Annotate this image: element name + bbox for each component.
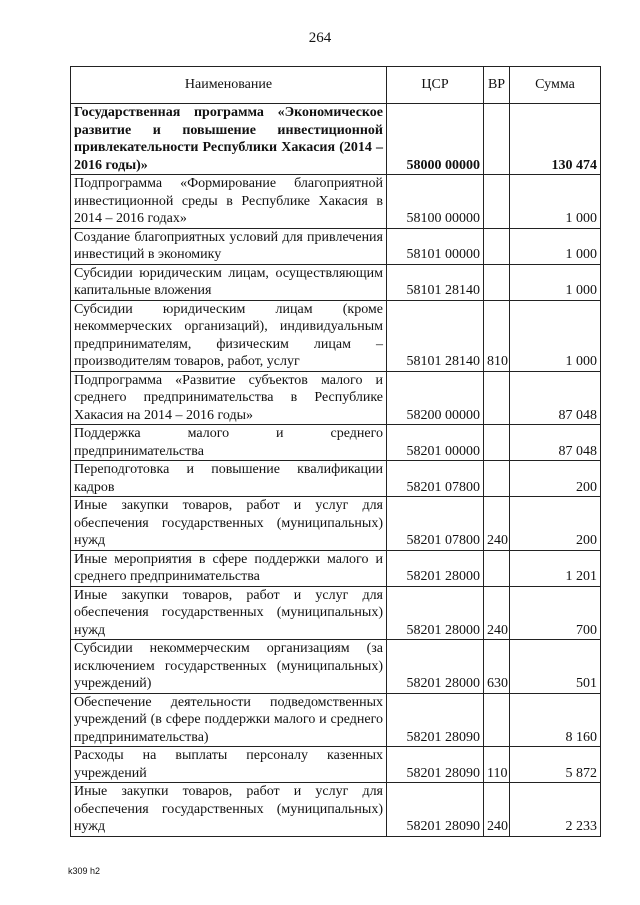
cell-csr: 58101 28140 xyxy=(387,264,484,300)
footer-code: k309 h2 xyxy=(68,866,101,876)
cell-sum: 8 160 xyxy=(510,693,601,747)
cell-csr: 58201 28090 xyxy=(387,783,484,837)
cell-sum: 2 233 xyxy=(510,783,601,837)
table-row xyxy=(71,425,601,461)
table-row xyxy=(71,264,601,300)
cell-csr: 58201 28000 xyxy=(387,586,484,640)
cell-csr: 58201 00000 xyxy=(387,425,484,461)
cell-csr: 58101 00000 xyxy=(387,228,484,264)
cell-vr xyxy=(484,693,510,747)
cell-csr: 58201 28000 xyxy=(387,550,484,586)
table-row xyxy=(71,747,601,783)
cell-vr xyxy=(484,371,510,425)
cell-sum: 501 xyxy=(510,640,601,694)
cell-vr xyxy=(484,550,510,586)
table-row xyxy=(71,371,601,425)
cell-vr xyxy=(484,425,510,461)
cell-csr: 58101 28140 xyxy=(387,300,484,371)
table-row xyxy=(71,175,601,229)
cell-name: Поддержка малого и среднего предпринимательства xyxy=(71,425,387,461)
table-row xyxy=(71,693,601,747)
table-row xyxy=(71,550,601,586)
header-vr: ВР xyxy=(484,67,510,104)
cell-sum: 200 xyxy=(510,497,601,551)
cell-vr xyxy=(484,264,510,300)
cell-name: Подпрограмма «Формирование благоприятной инвестиционной среды в Республике Хакасия в 2014 – 2016 годах» xyxy=(71,175,387,229)
cell-csr: 58201 28090 xyxy=(387,693,484,747)
cell-name: Иные закупки товаров, работ и услуг для обеспечения государственных (муниципальных) нужд xyxy=(71,783,387,837)
cell-sum: 1 000 xyxy=(510,175,601,229)
header-sum: Сумма xyxy=(510,67,601,104)
table-row xyxy=(71,640,601,694)
cell-name: Подпрограмма «Развитие субъектов малого и среднего предпринимательства в Республике Хакасия на 2014 – 2016 годы» xyxy=(71,371,387,425)
cell-name: Субсидии юридическим лицам (кроме некоммерческих организаций), индивидуальным предпринимателям, физическим лицам – производителям товаров, работ, услуг xyxy=(71,300,387,371)
cell-sum: 700 xyxy=(510,586,601,640)
cell-vr xyxy=(484,175,510,229)
table-row xyxy=(71,586,601,640)
cell-vr: 240 xyxy=(484,586,510,640)
cell-sum: 5 872 xyxy=(510,747,601,783)
table-row xyxy=(71,497,601,551)
cell-sum: 1 201 xyxy=(510,550,601,586)
cell-name: Иные мероприятия в сфере поддержки малого и среднего предпринимательства xyxy=(71,550,387,586)
cell-csr: 58201 07800 xyxy=(387,497,484,551)
table-row xyxy=(71,228,601,264)
cell-vr: 240 xyxy=(484,497,510,551)
table-row xyxy=(71,300,601,371)
cell-name: Создание благоприятных условий для привлечения инвестиций в экономику xyxy=(71,228,387,264)
cell-sum: 87 048 xyxy=(510,425,601,461)
cell-vr xyxy=(484,228,510,264)
cell-name: Переподготовка и повышение квалификации кадров xyxy=(71,461,387,497)
table-row xyxy=(71,461,601,497)
cell-vr xyxy=(484,461,510,497)
cell-csr: 58200 00000 xyxy=(387,371,484,425)
cell-vr: 630 xyxy=(484,640,510,694)
cell-vr: 810 xyxy=(484,300,510,371)
cell-csr: 58201 28000 xyxy=(387,640,484,694)
cell-csr: 58000 00000 xyxy=(387,104,484,175)
cell-sum: 1 000 xyxy=(510,264,601,300)
cell-sum: 130 474 xyxy=(510,104,601,175)
cell-vr: 110 xyxy=(484,747,510,783)
cell-name: Субсидии юридическим лицам, осуществляющим капитальные вложения xyxy=(71,264,387,300)
header-name: Наименование xyxy=(71,67,387,104)
cell-sum: 1 000 xyxy=(510,300,601,371)
cell-name: Иные закупки товаров, работ и услуг для обеспечения государственных (муниципальных) нужд xyxy=(71,497,387,551)
table-header-row xyxy=(71,67,601,104)
cell-name: Иные закупки товаров, работ и услуг для обеспечения государственных (муниципальных) нужд xyxy=(71,586,387,640)
cell-sum: 87 048 xyxy=(510,371,601,425)
header-csr: ЦСР xyxy=(387,67,484,104)
cell-vr: 240 xyxy=(484,783,510,837)
page-number: 264 xyxy=(308,30,332,46)
cell-csr: 58100 00000 xyxy=(387,175,484,229)
cell-csr: 58201 07800 xyxy=(387,461,484,497)
cell-name: Государственная программа «Экономическое развитие и повышение инвестиционной привлекательности Республики Хакасия (2014 – 2016 годы)» xyxy=(71,104,387,175)
cell-name: Расходы на выплаты персоналу казенных учреждений xyxy=(71,747,387,783)
cell-name: Обеспечение деятельности подведомственных учреждений (в сфере поддержки малого и среднего предпринимательства) xyxy=(71,693,387,747)
cell-sum: 1 000 xyxy=(510,228,601,264)
budget-table xyxy=(70,66,601,837)
table-row xyxy=(71,104,601,175)
cell-name: Субсидии некоммерческим организациям (за исключением государственных (муниципальных) учреждений) xyxy=(71,640,387,694)
cell-csr: 58201 28090 xyxy=(387,747,484,783)
cell-vr xyxy=(484,104,510,175)
cell-sum: 200 xyxy=(510,461,601,497)
table-row xyxy=(71,783,601,837)
